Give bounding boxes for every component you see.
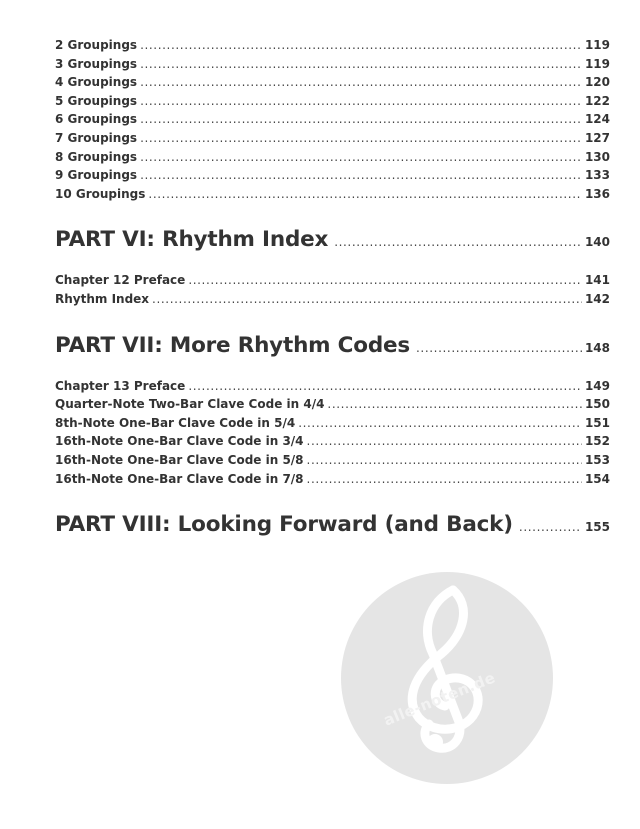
toc-entry[interactable] <box>55 395 610 414</box>
part-title: PART VII: More Rhythm Codes <box>55 332 410 358</box>
toc-entry-label: 8th-Note One-Bar Clave Code in 5/4 <box>55 415 296 430</box>
toc-entry-page: 141 <box>584 273 610 288</box>
dot-leader <box>334 225 582 259</box>
toc-entry[interactable] <box>55 185 610 204</box>
dot-leader <box>188 271 582 290</box>
toc-entry-page: 152 <box>584 434 610 449</box>
toc-entry-page: 149 <box>584 378 610 393</box>
dot-leader <box>416 331 582 365</box>
part-heading-6[interactable] <box>55 223 610 257</box>
dot-leader <box>307 432 582 451</box>
watermark-circle <box>341 572 553 784</box>
dot-leader <box>307 451 582 470</box>
toc-entry-page: 142 <box>584 291 610 306</box>
toc-entry-page: 124 <box>584 112 610 127</box>
treble-clef-icon <box>341 572 553 784</box>
dot-leader <box>140 148 582 167</box>
toc-entry-page: 119 <box>584 56 610 71</box>
dot-leader <box>140 110 582 129</box>
toc-entry[interactable] <box>55 290 610 309</box>
table-of-contents <box>55 36 610 556</box>
toc-entry-page: 151 <box>584 415 610 430</box>
toc-entry-page: 136 <box>584 186 610 201</box>
part-6-entries <box>55 271 610 308</box>
dot-leader <box>140 129 582 148</box>
toc-entry[interactable] <box>55 129 610 148</box>
dot-leader <box>140 36 582 55</box>
toc-entry-label: 16th-Note One-Bar Clave Code in 7/8 <box>55 471 304 486</box>
toc-entry[interactable] <box>55 414 610 433</box>
toc-entry-label: Chapter 13 Preface <box>55 378 186 393</box>
toc-entry-label: 4 Groupings <box>55 75 138 90</box>
part-page: 148 <box>584 340 610 355</box>
toc-entry-page: 119 <box>584 38 610 52</box>
toc-entry[interactable] <box>55 148 610 167</box>
dot-leader <box>140 73 582 92</box>
dot-leader <box>307 470 582 489</box>
dot-leader <box>188 377 582 396</box>
toc-entry-label: 3 Groupings <box>55 56 138 71</box>
dot-leader <box>140 166 582 185</box>
toc-entry[interactable] <box>55 55 610 74</box>
toc-entry-label: 8 Groupings <box>55 149 138 164</box>
toc-entry-page: 120 <box>584 75 610 90</box>
dot-leader <box>140 92 582 111</box>
toc-entry-label: 16th-Note One-Bar Clave Code in 3/4 <box>55 434 304 449</box>
toc-entry[interactable] <box>55 73 610 92</box>
toc-entry-page: 133 <box>584 168 610 183</box>
toc-entry[interactable] <box>55 451 610 470</box>
part-title: PART VIII: Looking Forward (and Back) <box>55 512 513 538</box>
toc-entry-page: 127 <box>584 130 610 145</box>
toc-entry-label: 5 Groupings <box>55 93 138 108</box>
toc-entry[interactable] <box>55 271 610 290</box>
toc-entry-label: 2 Groupings <box>55 38 138 52</box>
dot-leader <box>327 395 582 414</box>
toc-entry-page: 122 <box>584 93 610 108</box>
toc-entry-label: 6 Groupings <box>55 112 138 127</box>
dot-leader <box>148 185 582 204</box>
toc-entry-page: 150 <box>584 397 610 412</box>
toc-entry-label: Quarter-Note Two-Bar Clave Code in 4/4 <box>55 397 325 412</box>
toc-entry-label: Chapter 12 Preface <box>55 273 186 288</box>
toc-entry[interactable] <box>55 36 610 55</box>
toc-entry[interactable] <box>55 92 610 111</box>
toc-entry[interactable] <box>55 377 610 396</box>
part-page: 155 <box>584 520 610 535</box>
part-title: PART VI: Rhythm Index <box>55 227 329 253</box>
toc-entry-page: 153 <box>584 452 610 467</box>
toc-entry[interactable] <box>55 166 610 185</box>
dot-leader <box>152 290 582 309</box>
toc-entry[interactable] <box>55 110 610 129</box>
toc-entry-page: 154 <box>584 471 610 486</box>
toc-entry[interactable] <box>55 470 610 489</box>
toc-entry-label: 16th-Note One-Bar Clave Code in 5/8 <box>55 452 304 467</box>
dot-leader <box>140 55 582 74</box>
groupings-list <box>55 36 610 203</box>
toc-entry[interactable] <box>55 432 610 451</box>
dot-leader <box>298 414 582 433</box>
part-heading-7[interactable] <box>55 329 610 363</box>
dot-leader <box>519 510 582 544</box>
part-page: 140 <box>584 235 610 250</box>
toc-entry-label: Rhythm Index <box>55 291 150 306</box>
toc-entry-label: 7 Groupings <box>55 130 138 145</box>
part-heading-8[interactable] <box>55 508 610 542</box>
part-7-entries <box>55 377 610 489</box>
toc-entry-label: 9 Groupings <box>55 168 138 183</box>
toc-entry-page: 130 <box>584 149 610 164</box>
toc-entry-label: 10 Groupings <box>55 186 146 201</box>
watermark-text: alle-noten.de <box>380 668 498 730</box>
